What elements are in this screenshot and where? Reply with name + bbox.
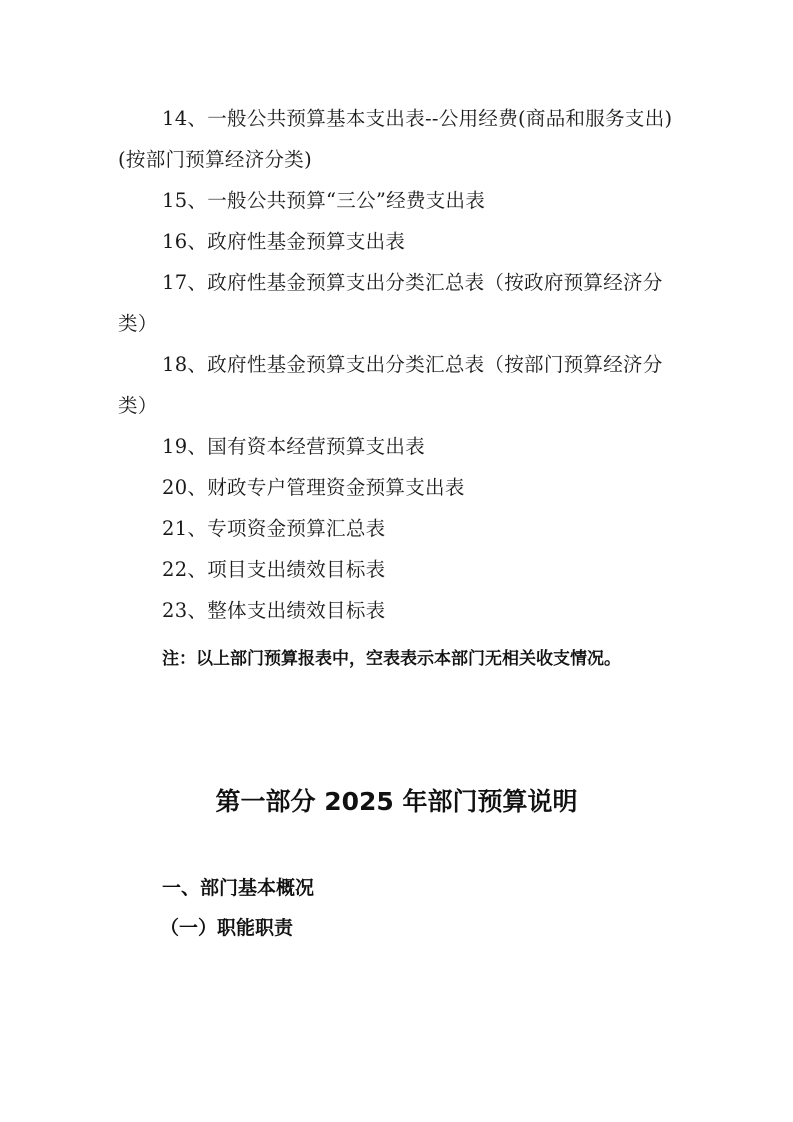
list-item: 22、项目支出绩效目标表 [162,558,386,581]
report-note: 注：以上部门预算报表中，空表表示本部门无相关收支情况。 [162,649,621,669]
list-item: 23、整体支出绩效目标表 [162,599,386,622]
list-item: 14、一般公共预算基本支出表--公用经费(商品和服务支出)(按部门预算经济分类) [118,107,673,171]
heading-functions-duties: （一）职能职责 [160,917,294,939]
list-item: 16、政府性基金预算支出表 [162,230,406,253]
list-item: 17、政府性基金预算支出分类汇总表（按政府预算经济分类） [118,271,663,335]
report-table-list [118,98,682,631]
list-item: 19、国有资本经营预算支出表 [162,435,426,458]
list-item: 18、政府性基金预算支出分类汇总表（按部门预算经济分类） [118,353,663,417]
section-title: 第一部分 2025 年部门预算说明 [215,787,578,816]
heading-department-overview: 一、部门基本概况 [162,877,315,899]
list-item: 20、财政专户管理资金预算支出表 [162,476,465,499]
list-item: 21、专项资金预算汇总表 [162,517,386,540]
list-item: 15、一般公共预算“三公”经费支出表 [162,189,486,212]
